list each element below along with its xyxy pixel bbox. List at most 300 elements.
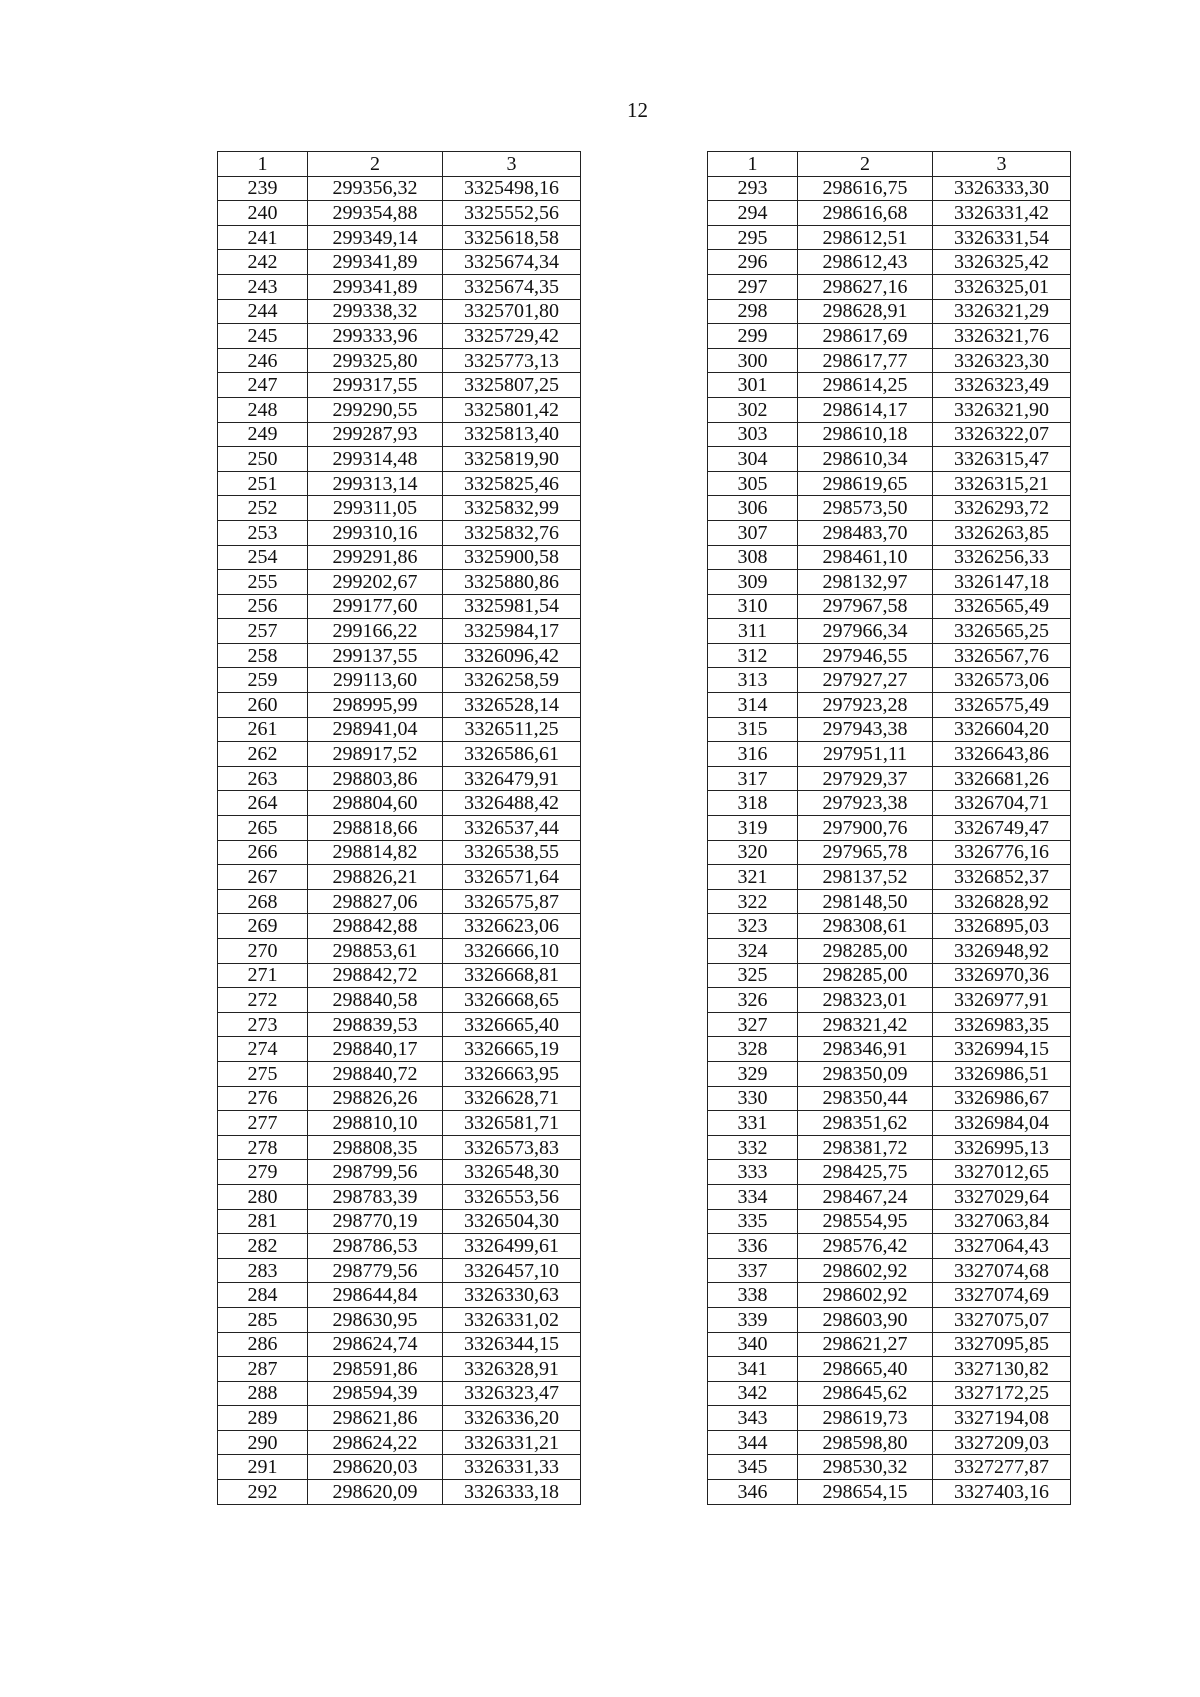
- header-point-number: 1: [708, 152, 798, 177]
- y-coordinate-cell: 3326986,67: [933, 1086, 1071, 1111]
- x-coordinate-cell: 298612,51: [798, 225, 933, 250]
- table-row: [218, 225, 581, 250]
- x-coordinate-cell: 298591,86: [308, 1357, 443, 1382]
- point-number-cell: 296: [708, 250, 798, 275]
- y-coordinate-cell: 3326665,19: [443, 1037, 581, 1062]
- table-row: [708, 1406, 1071, 1431]
- y-coordinate-cell: 3326575,49: [933, 693, 1071, 718]
- y-coordinate-cell: 3326573,83: [443, 1135, 581, 1160]
- x-coordinate-cell: 298619,65: [798, 471, 933, 496]
- point-number-cell: 256: [218, 594, 308, 619]
- point-number-cell: 312: [708, 643, 798, 668]
- y-coordinate-cell: 3326258,59: [443, 668, 581, 693]
- point-number-cell: 255: [218, 570, 308, 595]
- y-coordinate-cell: 3326977,91: [933, 988, 1071, 1013]
- table-row: [708, 299, 1071, 324]
- x-coordinate-cell: 299317,55: [308, 373, 443, 398]
- point-number-cell: 338: [708, 1283, 798, 1308]
- table-row: [218, 397, 581, 422]
- y-coordinate-cell: 3325552,56: [443, 201, 581, 226]
- table-row: [708, 1234, 1071, 1259]
- x-coordinate-cell: 298285,00: [798, 939, 933, 964]
- point-number-cell: 260: [218, 693, 308, 718]
- point-number-cell: 299: [708, 324, 798, 349]
- y-coordinate-cell: 3326571,64: [443, 865, 581, 890]
- y-coordinate-cell: 3326776,16: [933, 840, 1071, 865]
- table-row: [708, 840, 1071, 865]
- table-row: [708, 1258, 1071, 1283]
- y-coordinate-cell: 3326323,49: [933, 373, 1071, 398]
- table-row: [218, 1012, 581, 1037]
- y-coordinate-cell: 3326538,55: [443, 840, 581, 865]
- y-coordinate-cell: 3326828,92: [933, 889, 1071, 914]
- x-coordinate-cell: 298839,53: [308, 1012, 443, 1037]
- x-coordinate-cell: 299313,14: [308, 471, 443, 496]
- point-number-cell: 288: [218, 1381, 308, 1406]
- header-y-coordinate: 3: [933, 152, 1071, 177]
- table-row: [218, 668, 581, 693]
- table-row: [708, 963, 1071, 988]
- point-number-cell: 286: [218, 1332, 308, 1357]
- table-row: [218, 1430, 581, 1455]
- x-coordinate-cell: 298554,95: [798, 1209, 933, 1234]
- table-row: [218, 1086, 581, 1111]
- x-coordinate-cell: 298598,80: [798, 1430, 933, 1455]
- x-coordinate-cell: 298624,74: [308, 1332, 443, 1357]
- y-coordinate-cell: 3326499,61: [443, 1234, 581, 1259]
- table-row: [218, 1480, 581, 1505]
- point-number-cell: 303: [708, 422, 798, 447]
- point-number-cell: 325: [708, 963, 798, 988]
- table-row: [218, 1406, 581, 1431]
- table-row: [218, 1135, 581, 1160]
- y-coordinate-cell: 3326666,10: [443, 939, 581, 964]
- point-number-cell: 335: [708, 1209, 798, 1234]
- x-coordinate-cell: 298842,88: [308, 914, 443, 939]
- point-number-cell: 332: [708, 1135, 798, 1160]
- table-row: [708, 619, 1071, 644]
- x-coordinate-cell: 298840,58: [308, 988, 443, 1013]
- x-coordinate-cell: 299333,96: [308, 324, 443, 349]
- point-number-cell: 307: [708, 520, 798, 545]
- table-row: [218, 865, 581, 890]
- y-coordinate-cell: 3326528,14: [443, 693, 581, 718]
- y-coordinate-cell: 3326323,47: [443, 1381, 581, 1406]
- point-number-cell: 251: [218, 471, 308, 496]
- x-coordinate-cell: 298602,92: [798, 1283, 933, 1308]
- x-coordinate-cell: 297965,78: [798, 840, 933, 865]
- x-coordinate-cell: 298621,27: [798, 1332, 933, 1357]
- y-coordinate-cell: 3327095,85: [933, 1332, 1071, 1357]
- y-coordinate-cell: 3326328,91: [443, 1357, 581, 1382]
- y-coordinate-cell: 3326321,29: [933, 299, 1071, 324]
- page-number: 12: [627, 98, 648, 122]
- table-row: [218, 914, 581, 939]
- y-coordinate-cell: 3326331,02: [443, 1307, 581, 1332]
- point-number-cell: 314: [708, 693, 798, 718]
- y-coordinate-cell: 3326970,36: [933, 963, 1071, 988]
- x-coordinate-cell: 298351,62: [798, 1111, 933, 1136]
- point-number-cell: 240: [218, 201, 308, 226]
- x-coordinate-cell: 298308,61: [798, 914, 933, 939]
- point-number-cell: 249: [218, 422, 308, 447]
- y-coordinate-cell: 3326096,42: [443, 643, 581, 668]
- point-number-cell: 339: [708, 1307, 798, 1332]
- point-number-cell: 254: [218, 545, 308, 570]
- table-row: [708, 1061, 1071, 1086]
- point-number-cell: 253: [218, 520, 308, 545]
- table-row: [218, 594, 581, 619]
- table-row: [218, 766, 581, 791]
- y-coordinate-cell: 3326488,42: [443, 791, 581, 816]
- point-number-cell: 323: [708, 914, 798, 939]
- point-number-cell: 292: [218, 1480, 308, 1505]
- table-row: [708, 889, 1071, 914]
- x-coordinate-cell: 298644,84: [308, 1283, 443, 1308]
- x-coordinate-cell: 298594,39: [308, 1381, 443, 1406]
- y-coordinate-cell: 3326323,30: [933, 348, 1071, 373]
- table-row: [218, 471, 581, 496]
- table-row: [218, 1381, 581, 1406]
- y-coordinate-cell: 3326147,18: [933, 570, 1071, 595]
- x-coordinate-cell: 299166,22: [308, 619, 443, 644]
- y-coordinate-cell: 3327130,82: [933, 1357, 1071, 1382]
- x-coordinate-cell: 298576,42: [798, 1234, 933, 1259]
- x-coordinate-cell: 299311,05: [308, 496, 443, 521]
- table-row: [218, 717, 581, 742]
- x-coordinate-cell: 299341,89: [308, 250, 443, 275]
- table-row: [708, 250, 1071, 275]
- point-number-cell: 340: [708, 1332, 798, 1357]
- table-row: [218, 1357, 581, 1382]
- table-row: [708, 471, 1071, 496]
- y-coordinate-cell: 3327074,68: [933, 1258, 1071, 1283]
- x-coordinate-cell: 297923,28: [798, 693, 933, 718]
- x-coordinate-cell: 299177,60: [308, 594, 443, 619]
- point-number-cell: 331: [708, 1111, 798, 1136]
- table-row: [708, 1307, 1071, 1332]
- point-number-cell: 278: [218, 1135, 308, 1160]
- table-row: [708, 988, 1071, 1013]
- y-coordinate-cell: 3327403,16: [933, 1480, 1071, 1505]
- y-coordinate-cell: 3326643,86: [933, 742, 1071, 767]
- point-number-cell: 277: [218, 1111, 308, 1136]
- x-coordinate-cell: 299113,60: [308, 668, 443, 693]
- x-coordinate-cell: 298808,35: [308, 1135, 443, 1160]
- table-row: [218, 1283, 581, 1308]
- x-coordinate-cell: 299287,93: [308, 422, 443, 447]
- point-number-cell: 317: [708, 766, 798, 791]
- x-coordinate-cell: 298425,75: [798, 1160, 933, 1185]
- y-coordinate-cell: 3326315,21: [933, 471, 1071, 496]
- table-row: [218, 1061, 581, 1086]
- x-coordinate-cell: 297929,37: [798, 766, 933, 791]
- x-coordinate-cell: 297900,76: [798, 816, 933, 841]
- x-coordinate-cell: 298620,09: [308, 1480, 443, 1505]
- point-number-cell: 326: [708, 988, 798, 1013]
- x-coordinate-cell: 298530,32: [798, 1455, 933, 1480]
- x-coordinate-cell: 298381,72: [798, 1135, 933, 1160]
- y-coordinate-cell: 3327012,65: [933, 1160, 1071, 1185]
- y-coordinate-cell: 3326331,54: [933, 225, 1071, 250]
- point-number-cell: 276: [218, 1086, 308, 1111]
- point-number-cell: 289: [218, 1406, 308, 1431]
- point-number-cell: 252: [218, 496, 308, 521]
- point-number-cell: 270: [218, 939, 308, 964]
- table-row: [218, 1184, 581, 1209]
- table-row: [708, 914, 1071, 939]
- table-row: [708, 717, 1071, 742]
- table-row: [708, 594, 1071, 619]
- table-row: [218, 840, 581, 865]
- table-row: [218, 939, 581, 964]
- y-coordinate-cell: 3325984,17: [443, 619, 581, 644]
- point-number-cell: 319: [708, 816, 798, 841]
- point-number-cell: 258: [218, 643, 308, 668]
- point-number-cell: 327: [708, 1012, 798, 1037]
- x-coordinate-cell: 298617,77: [798, 348, 933, 373]
- table-row: [708, 176, 1071, 201]
- point-number-cell: 306: [708, 496, 798, 521]
- y-coordinate-cell: 3327064,43: [933, 1234, 1071, 1259]
- x-coordinate-cell: 298779,56: [308, 1258, 443, 1283]
- y-coordinate-cell: 3326604,20: [933, 717, 1071, 742]
- table-row: [218, 1160, 581, 1185]
- table-row: [708, 865, 1071, 890]
- point-number-cell: 285: [218, 1307, 308, 1332]
- y-coordinate-cell: 3325729,42: [443, 324, 581, 349]
- point-number-cell: 302: [708, 397, 798, 422]
- point-number-cell: 262: [218, 742, 308, 767]
- x-coordinate-cell: 298770,19: [308, 1209, 443, 1234]
- x-coordinate-cell: 299338,32: [308, 299, 443, 324]
- point-number-cell: 343: [708, 1406, 798, 1431]
- table-row: [708, 348, 1071, 373]
- point-number-cell: 344: [708, 1430, 798, 1455]
- table-row: [708, 643, 1071, 668]
- y-coordinate-cell: 3326986,51: [933, 1061, 1071, 1086]
- point-number-cell: 334: [708, 1184, 798, 1209]
- point-number-cell: 298: [708, 299, 798, 324]
- point-number-cell: 313: [708, 668, 798, 693]
- table-row: [708, 1012, 1071, 1037]
- point-number-cell: 265: [218, 816, 308, 841]
- y-coordinate-cell: 3326895,03: [933, 914, 1071, 939]
- point-number-cell: 263: [218, 766, 308, 791]
- table-row: [708, 693, 1071, 718]
- y-coordinate-cell: 3326567,76: [933, 643, 1071, 668]
- table-row: [708, 447, 1071, 472]
- point-number-cell: 279: [218, 1160, 308, 1185]
- y-coordinate-cell: 3326504,30: [443, 1209, 581, 1234]
- point-number-cell: 293: [708, 176, 798, 201]
- table-row: [708, 496, 1071, 521]
- table-row: [218, 422, 581, 447]
- y-coordinate-cell: 3325813,40: [443, 422, 581, 447]
- x-coordinate-cell: 298840,72: [308, 1061, 443, 1086]
- coordinates-table-left: [217, 151, 581, 1505]
- table-row: [218, 496, 581, 521]
- y-coordinate-cell: 3326325,01: [933, 274, 1071, 299]
- y-coordinate-cell: 3326293,72: [933, 496, 1071, 521]
- table-row: [708, 545, 1071, 570]
- table-row: [708, 1160, 1071, 1185]
- x-coordinate-cell: 297946,55: [798, 643, 933, 668]
- point-number-cell: 280: [218, 1184, 308, 1209]
- x-coordinate-cell: 298853,61: [308, 939, 443, 964]
- point-number-cell: 300: [708, 348, 798, 373]
- y-coordinate-cell: 3325900,58: [443, 545, 581, 570]
- table-row: [708, 1037, 1071, 1062]
- y-coordinate-cell: 3326984,04: [933, 1111, 1071, 1136]
- point-number-cell: 241: [218, 225, 308, 250]
- table-row: [708, 1332, 1071, 1357]
- y-coordinate-cell: 3326479,91: [443, 766, 581, 791]
- table-row: [708, 1357, 1071, 1382]
- point-number-cell: 269: [218, 914, 308, 939]
- table-row: [218, 1307, 581, 1332]
- x-coordinate-cell: 297927,27: [798, 668, 933, 693]
- y-coordinate-cell: 3325880,86: [443, 570, 581, 595]
- x-coordinate-cell: 297951,11: [798, 742, 933, 767]
- table-row: [708, 1086, 1071, 1111]
- point-number-cell: 345: [708, 1455, 798, 1480]
- point-number-cell: 318: [708, 791, 798, 816]
- y-coordinate-cell: 3327075,07: [933, 1307, 1071, 1332]
- x-coordinate-cell: 298323,01: [798, 988, 933, 1013]
- point-number-cell: 305: [708, 471, 798, 496]
- y-coordinate-cell: 3326573,06: [933, 668, 1071, 693]
- point-number-cell: 294: [708, 201, 798, 226]
- y-coordinate-cell: 3325981,54: [443, 594, 581, 619]
- point-number-cell: 336: [708, 1234, 798, 1259]
- point-number-cell: 274: [218, 1037, 308, 1062]
- y-coordinate-cell: 3326983,35: [933, 1012, 1071, 1037]
- y-coordinate-cell: 3325832,99: [443, 496, 581, 521]
- y-coordinate-cell: 3326995,13: [933, 1135, 1071, 1160]
- x-coordinate-cell: 298814,82: [308, 840, 443, 865]
- x-coordinate-cell: 298627,16: [798, 274, 933, 299]
- table-row: [218, 324, 581, 349]
- y-coordinate-cell: 3325773,13: [443, 348, 581, 373]
- y-coordinate-cell: 3326565,25: [933, 619, 1071, 644]
- y-coordinate-cell: 3325801,42: [443, 397, 581, 422]
- point-number-cell: 246: [218, 348, 308, 373]
- y-coordinate-cell: 3326256,33: [933, 545, 1071, 570]
- point-number-cell: 273: [218, 1012, 308, 1037]
- x-coordinate-cell: 298285,00: [798, 963, 933, 988]
- table-header-row: [218, 152, 581, 177]
- x-coordinate-cell: 299202,67: [308, 570, 443, 595]
- table-row: [708, 1430, 1071, 1455]
- table-row: [218, 988, 581, 1013]
- x-coordinate-cell: 298612,43: [798, 250, 933, 275]
- point-number-cell: 245: [218, 324, 308, 349]
- y-coordinate-cell: 3326331,21: [443, 1430, 581, 1455]
- y-coordinate-cell: 3326344,15: [443, 1332, 581, 1357]
- point-number-cell: 264: [218, 791, 308, 816]
- table-row: [218, 570, 581, 595]
- table-row: [708, 1455, 1071, 1480]
- x-coordinate-cell: 298346,91: [798, 1037, 933, 1062]
- table-row: [708, 570, 1071, 595]
- table-row: [708, 816, 1071, 841]
- coordinates-table-right: [707, 151, 1071, 1505]
- point-number-cell: 321: [708, 865, 798, 890]
- point-number-cell: 261: [218, 717, 308, 742]
- y-coordinate-cell: 3326581,71: [443, 1111, 581, 1136]
- table-row: [708, 422, 1071, 447]
- y-coordinate-cell: 3326668,81: [443, 963, 581, 988]
- x-coordinate-cell: 298616,75: [798, 176, 933, 201]
- y-coordinate-cell: 3326333,30: [933, 176, 1071, 201]
- table-row: [218, 619, 581, 644]
- y-coordinate-cell: 3326315,47: [933, 447, 1071, 472]
- y-coordinate-cell: 3327074,69: [933, 1283, 1071, 1308]
- y-coordinate-cell: 3326994,15: [933, 1037, 1071, 1062]
- table-row: [708, 1480, 1071, 1505]
- x-coordinate-cell: 297966,34: [798, 619, 933, 644]
- x-coordinate-cell: 298803,86: [308, 766, 443, 791]
- y-coordinate-cell: 3326548,30: [443, 1160, 581, 1185]
- point-number-cell: 243: [218, 274, 308, 299]
- table-row: [218, 274, 581, 299]
- x-coordinate-cell: 298483,70: [798, 520, 933, 545]
- x-coordinate-cell: 297923,38: [798, 791, 933, 816]
- x-coordinate-cell: 297967,58: [798, 594, 933, 619]
- x-coordinate-cell: 299314,48: [308, 447, 443, 472]
- x-coordinate-cell: 298645,62: [798, 1381, 933, 1406]
- x-coordinate-cell: 298799,56: [308, 1160, 443, 1185]
- table-row: [708, 1184, 1071, 1209]
- x-coordinate-cell: 299325,80: [308, 348, 443, 373]
- point-number-cell: 297: [708, 274, 798, 299]
- table-row: [218, 250, 581, 275]
- x-coordinate-cell: 298350,09: [798, 1061, 933, 1086]
- x-coordinate-cell: 299290,55: [308, 397, 443, 422]
- y-coordinate-cell: 3326681,26: [933, 766, 1071, 791]
- point-number-cell: 271: [218, 963, 308, 988]
- point-number-cell: 250: [218, 447, 308, 472]
- y-coordinate-cell: 3326749,47: [933, 816, 1071, 841]
- point-number-cell: 275: [218, 1061, 308, 1086]
- y-coordinate-cell: 3326623,06: [443, 914, 581, 939]
- point-number-cell: 337: [708, 1258, 798, 1283]
- table-row: [218, 791, 581, 816]
- x-coordinate-cell: 298614,25: [798, 373, 933, 398]
- y-coordinate-cell: 3326704,71: [933, 791, 1071, 816]
- x-coordinate-cell: 298132,97: [798, 570, 933, 595]
- y-coordinate-cell: 3327063,84: [933, 1209, 1071, 1234]
- point-number-cell: 315: [708, 717, 798, 742]
- point-number-cell: 291: [218, 1455, 308, 1480]
- table-row: [218, 1037, 581, 1062]
- y-coordinate-cell: 3326322,07: [933, 422, 1071, 447]
- table-row: [708, 225, 1071, 250]
- point-number-cell: 329: [708, 1061, 798, 1086]
- point-number-cell: 247: [218, 373, 308, 398]
- x-coordinate-cell: 298783,39: [308, 1184, 443, 1209]
- table-row: [218, 447, 581, 472]
- y-coordinate-cell: 3326565,49: [933, 594, 1071, 619]
- y-coordinate-cell: 3326325,42: [933, 250, 1071, 275]
- table-row: [708, 766, 1071, 791]
- point-number-cell: 346: [708, 1480, 798, 1505]
- x-coordinate-cell: 298826,21: [308, 865, 443, 890]
- y-coordinate-cell: 3325807,25: [443, 373, 581, 398]
- y-coordinate-cell: 3326457,10: [443, 1258, 581, 1283]
- x-coordinate-cell: 299354,88: [308, 201, 443, 226]
